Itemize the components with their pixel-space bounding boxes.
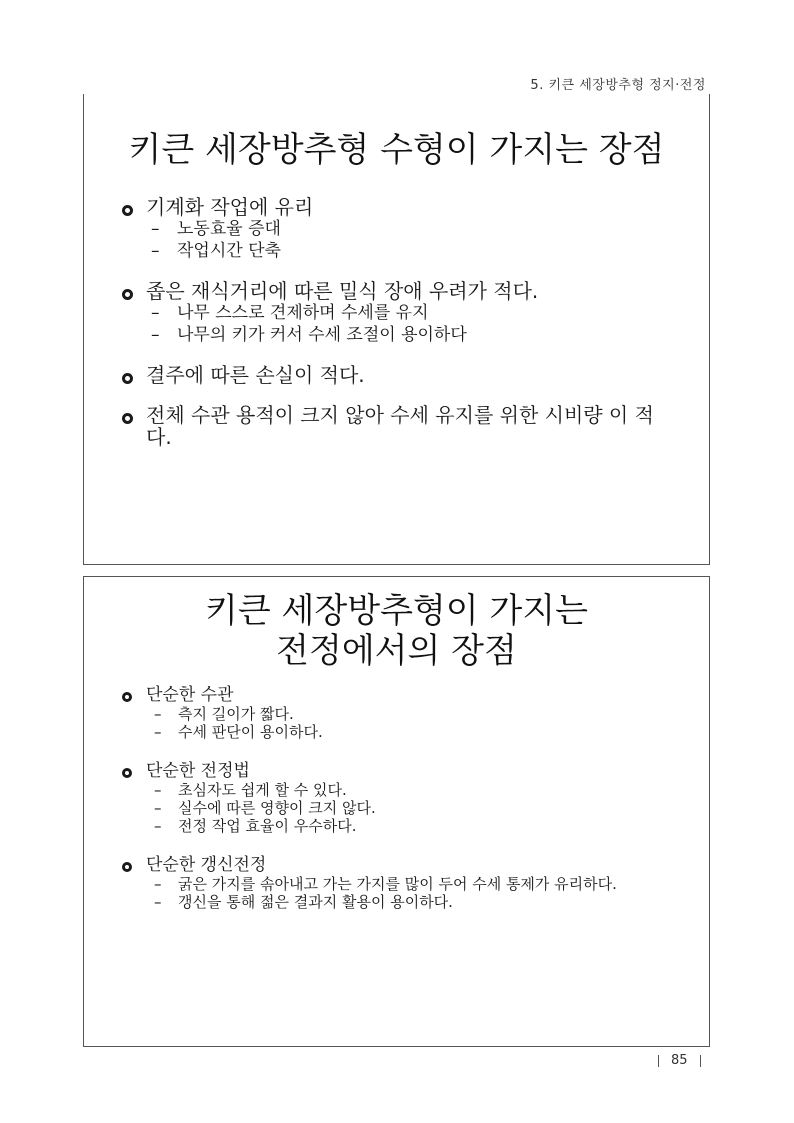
sub-text: 작업시간 단축 (177, 241, 281, 261)
sub-text: 초심자도 쉽게 할 수 있다. (178, 781, 347, 799)
bullet-text: 결주에 따른 손실이 적다. (146, 363, 365, 387)
sub-item (154, 705, 679, 723)
dash-icon: – (151, 303, 160, 323)
page-number (646, 1053, 713, 1068)
slide-title (84, 130, 709, 170)
sub-item (151, 218, 679, 240)
bullet-list (84, 196, 709, 448)
sub-text: 나무의 키가 커서 수세 조절이 용이하다 (177, 325, 467, 345)
dash-icon: – (154, 799, 162, 817)
bullet-item (84, 364, 709, 386)
slide-title-line: 전정에서의 장점 (276, 631, 517, 671)
slide-title-line: 키큰 세장방추형 수형이 가지는 장점 (128, 130, 665, 170)
divider (700, 1055, 701, 1067)
sub-text: 전정 작업 효율이 우수하다. (178, 817, 357, 835)
sub-text: 측지 길이가 짧다. (178, 705, 294, 723)
dash-icon: – (154, 893, 162, 911)
bullet-text: 전체 수관 용적이 크지 않아 수세 유지를 위한 시비량 이 적다. (146, 403, 654, 449)
circle-bullet-icon (122, 862, 132, 872)
bullet-text: 단순한 전정법 (146, 761, 250, 781)
sub-text: 갱신을 통해 젊은 결과지 활용이 용이하다. (178, 893, 453, 911)
bullet-item (84, 280, 709, 346)
circle-bullet-icon (122, 768, 132, 778)
bullet-text: 단순한 수관 (146, 685, 234, 705)
circle-bullet-icon (122, 205, 133, 216)
sub-list (146, 781, 679, 835)
dash-icon: – (154, 817, 162, 835)
bullet-item (84, 855, 709, 911)
sub-item (154, 723, 679, 741)
sub-item (154, 799, 679, 817)
circle-bullet-icon (122, 413, 133, 424)
bullet-item (84, 761, 709, 835)
sub-list (146, 218, 679, 262)
sub-text: 수세 판단이 용이하다. (178, 723, 323, 741)
sub-item (154, 875, 679, 893)
circle-bullet-icon (122, 289, 133, 300)
bullet-list (84, 685, 709, 911)
sub-list (146, 705, 679, 741)
sub-text: 나무 스스로 견제하며 수세를 유지 (177, 303, 429, 323)
sub-text: 실수에 따른 영향이 크지 않다. (178, 799, 376, 817)
dash-icon: – (151, 219, 160, 239)
dash-icon: – (154, 875, 162, 893)
slide-title (84, 591, 709, 671)
bullet-text: 좁은 재식거리에 따른 밀식 장애 우려가 적다. (146, 279, 539, 303)
sub-text: 노동효율 증대 (177, 219, 281, 239)
sub-list (146, 302, 679, 346)
sub-text: 굵은 가지를 솎아내고 가는 가지를 많이 두어 수세 통제가 유리하다. (178, 875, 617, 893)
dash-icon: – (154, 723, 162, 741)
bullet-text: 기계화 작업에 유리 (146, 195, 314, 219)
dash-icon: – (154, 781, 162, 799)
dash-icon: – (151, 325, 160, 345)
slide-1 (83, 94, 710, 565)
bullet-text: 단순한 갱신전정 (146, 855, 267, 875)
dash-icon: – (154, 705, 162, 723)
sub-item (151, 240, 679, 262)
running-head: 5. 키큰 세장방추형 정지·전정 (530, 78, 706, 93)
bullet-item (84, 196, 709, 262)
sub-item (154, 893, 679, 911)
sub-list (146, 875, 679, 911)
slide-title-line: 키큰 세장방추형이 가지는 (205, 591, 588, 631)
circle-bullet-icon (122, 692, 132, 702)
sub-item (151, 302, 679, 324)
dash-icon: – (151, 241, 160, 261)
sub-item (154, 781, 679, 799)
page-number-text: 85 (671, 1053, 688, 1068)
circle-bullet-icon (122, 373, 133, 384)
sub-item (154, 817, 679, 835)
bullet-item (84, 404, 709, 448)
slide-2 (83, 576, 710, 1047)
bullet-item (84, 685, 709, 741)
divider (658, 1055, 659, 1067)
sub-item (151, 324, 679, 346)
